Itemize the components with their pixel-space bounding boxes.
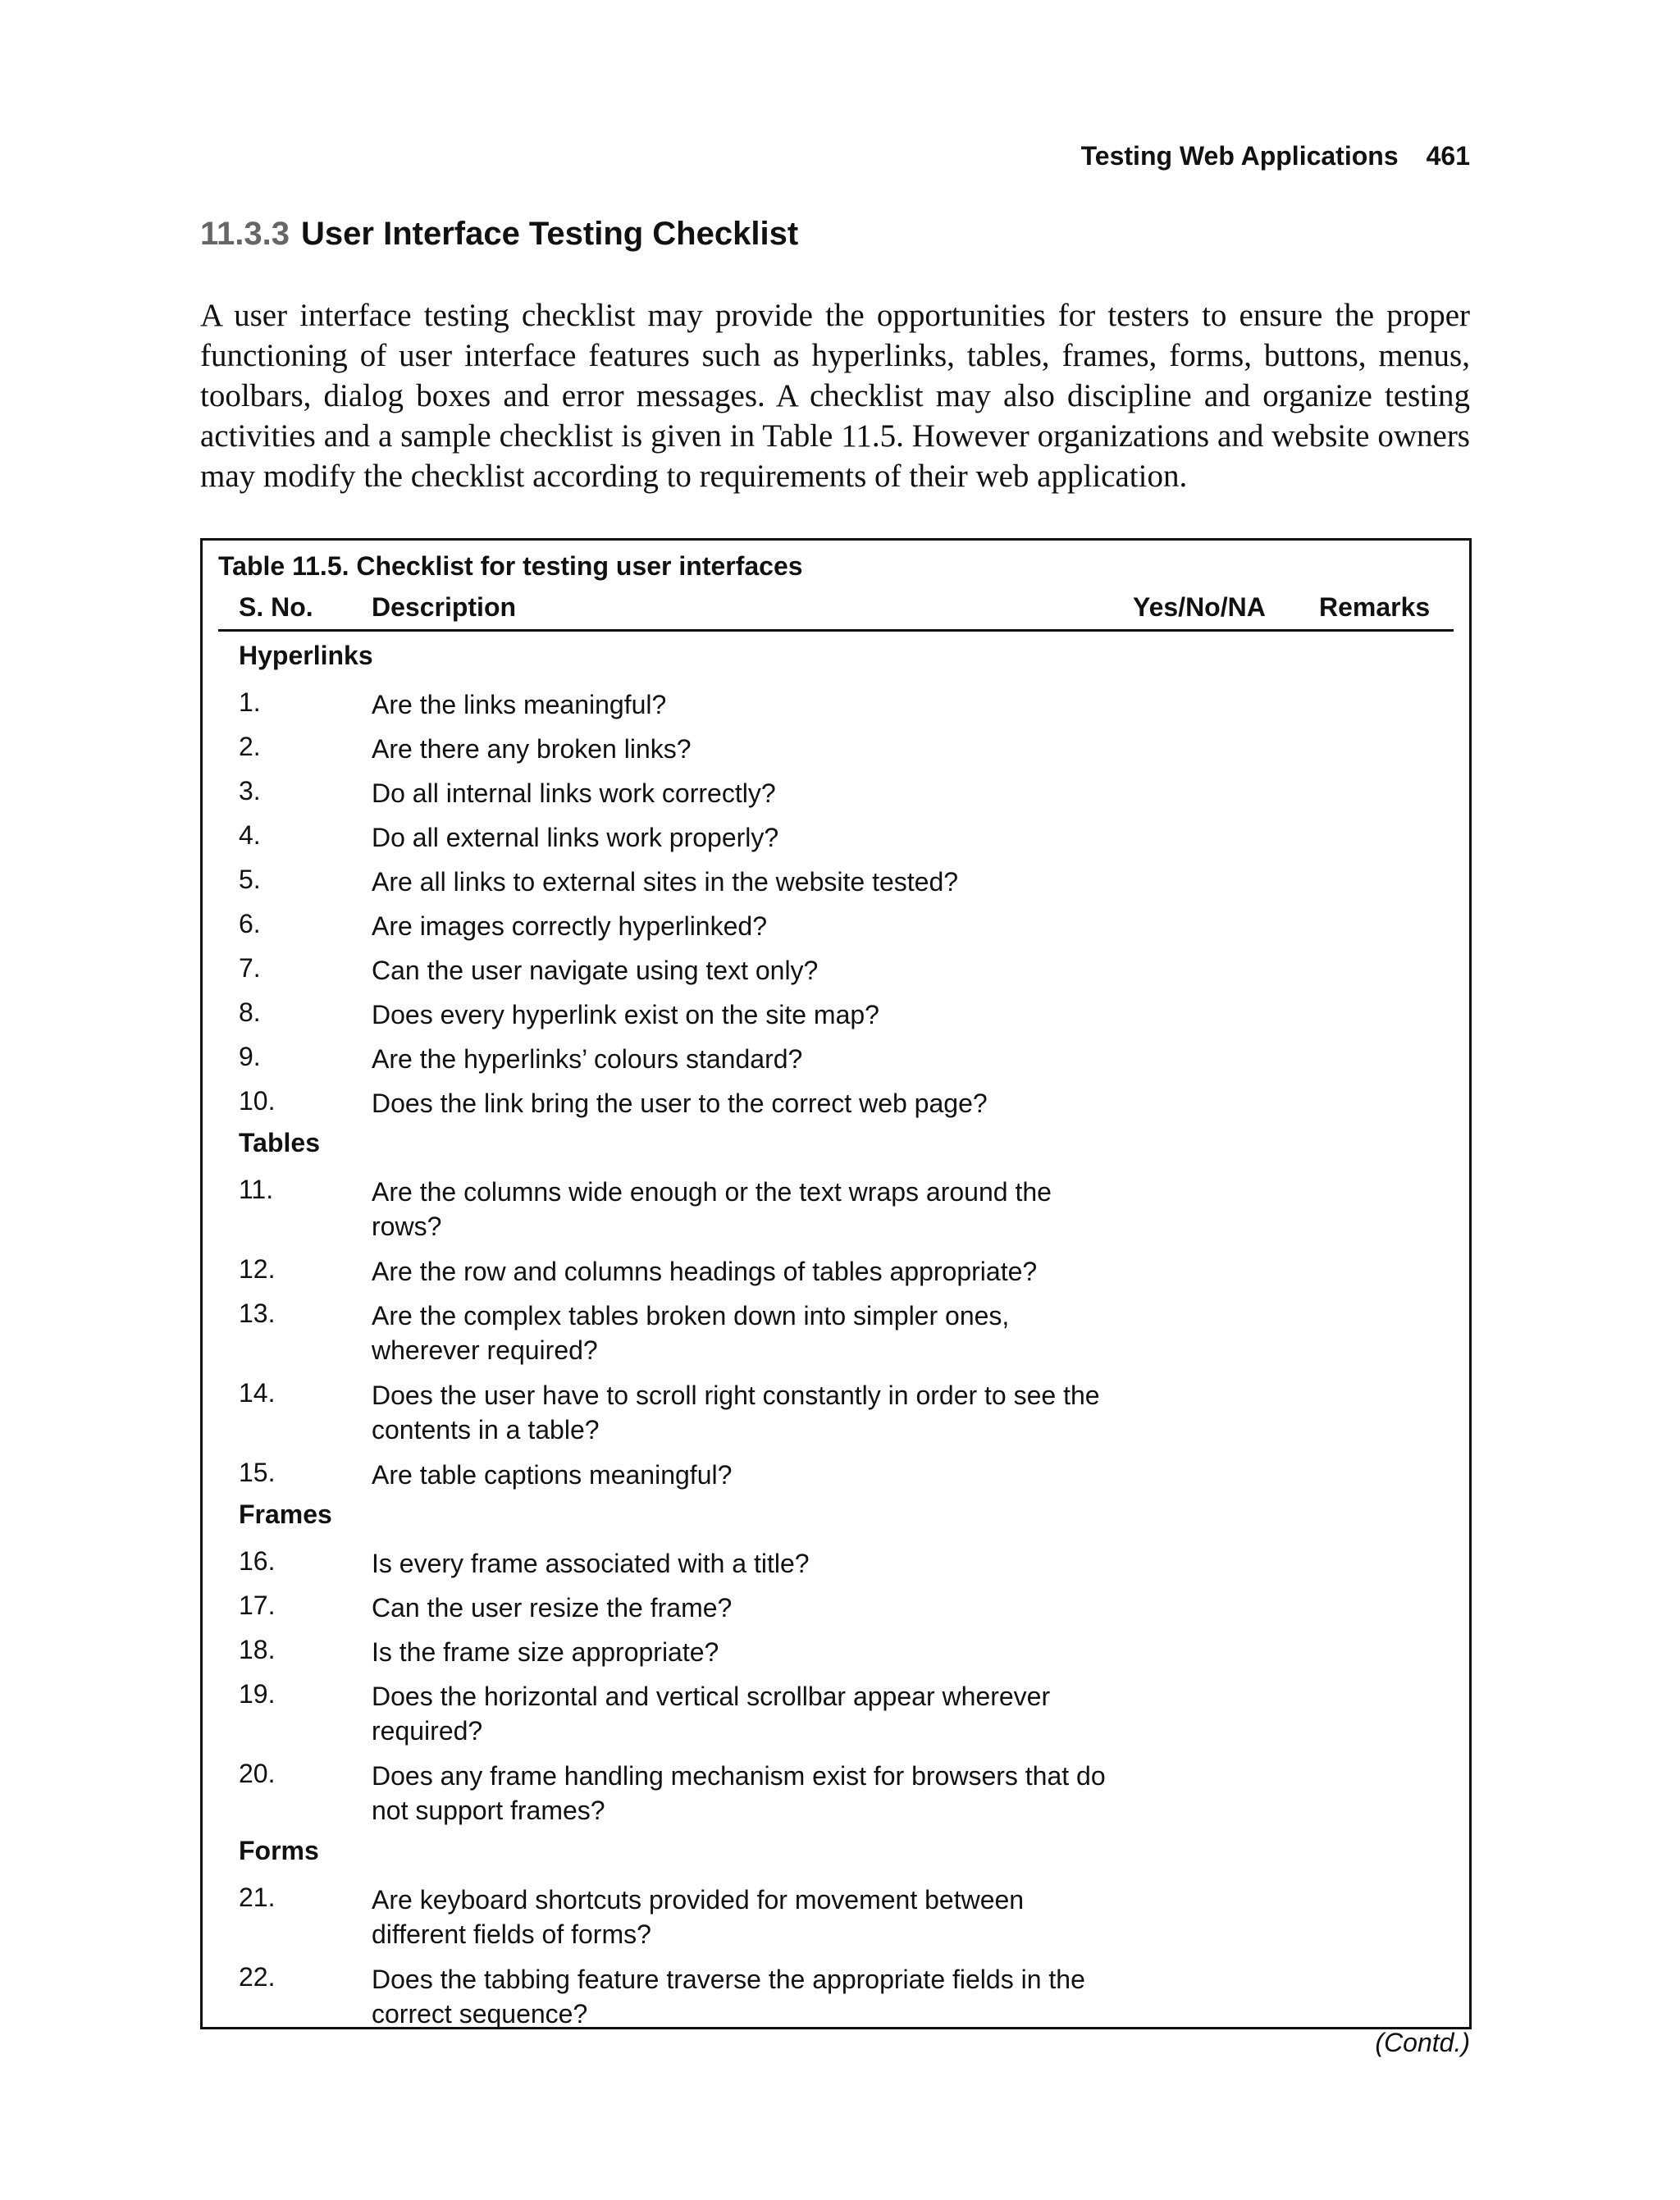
group-label-tables: Tables xyxy=(239,1128,320,1157)
section-number: 11.3.3 xyxy=(200,216,290,252)
header-yes-no-na: Yes/No/NA xyxy=(1133,592,1266,622)
row-description: Are the links meaningful? xyxy=(372,690,667,719)
row-description: Can the user navigate using text only? xyxy=(372,956,819,985)
table-row xyxy=(203,1669,1469,1749)
table-row xyxy=(203,678,1469,722)
row-sno: 2. xyxy=(239,732,261,761)
row-sno: 3. xyxy=(239,776,261,806)
row-sno: 8. xyxy=(239,997,261,1027)
header-rule xyxy=(218,629,1454,632)
row-description: Are the row and columns headings of tables appropriate? xyxy=(372,1257,1038,1286)
table-row xyxy=(203,855,1469,899)
row-description: Is every frame associated with a title? xyxy=(372,1549,810,1578)
table-body xyxy=(203,633,1469,2032)
row-sno: 20. xyxy=(239,1759,276,1788)
table-row xyxy=(203,1581,1469,1625)
row-description: Are all links to external sites in the website tested? xyxy=(372,867,959,897)
table-row xyxy=(203,1032,1469,1076)
row-description: Are there any broken links? xyxy=(372,734,692,764)
row-sno: 18. xyxy=(239,1635,276,1664)
row-description: Are the columns wide enough or the text wraps around the rows? xyxy=(372,1177,1052,1241)
table-row xyxy=(203,1076,1469,1121)
row-sno: 10. xyxy=(239,1086,276,1116)
row-description: Are the hyperlinks’ colours standard? xyxy=(372,1044,803,1074)
row-description: Does the horizontal and vertical scrollbar appear wherever required? xyxy=(372,1682,1051,1746)
row-description: Does every hyperlink exist on the site map? xyxy=(372,1000,879,1029)
running-head xyxy=(1081,141,1470,171)
table-row xyxy=(203,1952,1469,2032)
row-sno: 1. xyxy=(239,687,261,717)
row-description: Does the user have to scroll right constantly in order to see the contents in a table? xyxy=(372,1381,1100,1445)
table-caption-text: Checklist for testing user interfaces xyxy=(356,551,803,581)
table-row xyxy=(203,943,1469,988)
table-row xyxy=(203,899,1469,943)
row-sno: 12. xyxy=(239,1254,276,1284)
header-sno: S. No. xyxy=(239,592,313,622)
table-caption xyxy=(218,551,803,582)
table-row xyxy=(203,1873,1469,1952)
table-row xyxy=(203,810,1469,855)
table-row xyxy=(203,1536,1469,1581)
table-row xyxy=(203,1448,1469,1492)
row-description: Do all internal links work correctly? xyxy=(372,778,776,808)
group-label-frames: Frames xyxy=(239,1499,332,1529)
row-sno: 17. xyxy=(239,1591,276,1620)
table-caption-label: Table 11.5. xyxy=(218,551,349,581)
checklist-table xyxy=(200,538,1472,2029)
table-row xyxy=(203,1244,1469,1289)
table-row xyxy=(203,1165,1469,1244)
table-row xyxy=(203,1625,1469,1669)
row-sno: 4. xyxy=(239,820,261,850)
row-sno: 19. xyxy=(239,1679,276,1709)
row-description: Does the link bring the user to the correct web page? xyxy=(372,1089,988,1118)
row-description: Are the complex tables broken down into simpler ones, wherever required? xyxy=(372,1301,1010,1365)
row-description: Does the tabbing feature traverse the appropriate fields in the correct sequence? xyxy=(372,1965,1085,2029)
section-heading xyxy=(200,216,798,253)
row-sno: 5. xyxy=(239,865,261,894)
row-sno: 7. xyxy=(239,953,261,983)
continued-note: (Contd.) xyxy=(1375,2028,1470,2057)
row-sno: 15. xyxy=(239,1458,276,1487)
row-description: Do all external links work properly? xyxy=(372,823,779,852)
group-label-forms: Forms xyxy=(239,1836,319,1865)
header-remarks: Remarks xyxy=(1319,592,1431,622)
row-sno: 22. xyxy=(239,1962,276,1992)
row-sno: 16. xyxy=(239,1546,276,1576)
row-description: Are images correctly hyperlinked? xyxy=(372,911,767,941)
row-sno: 14. xyxy=(239,1378,276,1408)
row-sno: 6. xyxy=(239,909,261,938)
table-row xyxy=(203,1368,1469,1448)
row-sno: 13. xyxy=(239,1299,276,1328)
row-sno: 11. xyxy=(239,1175,274,1204)
section-title: User Interface Testing Checklist xyxy=(301,216,799,252)
table-row xyxy=(203,988,1469,1032)
intro-paragraph: A user interface testing checklist may provide the opportunities for testers to ensure the proper functioning of user interface features such as hyperlinks, tables, frames, forms, buttons, menus, toolbars, dialog boxes and error messages. A checklist may also discipline and organize testing activities and a sample checklist is given in Table 11.5. However organizations and website owners may modify the checklist according to requirements of their web application. xyxy=(200,298,1470,494)
table-row xyxy=(203,722,1469,766)
page-number: 461 xyxy=(1426,141,1470,171)
row-sno: 9. xyxy=(239,1042,261,1071)
group-label-hyperlinks: Hyperlinks xyxy=(239,641,373,670)
row-description: Are keyboard shortcuts provided for movement between different fields of forms? xyxy=(372,1885,1025,1949)
row-description: Are table captions meaningful? xyxy=(372,1460,733,1490)
row-description: Does any frame handling mechanism exist for browsers that do not support frames? xyxy=(372,1761,1106,1825)
running-head-title: Testing Web Applications xyxy=(1080,141,1399,171)
header-description: Description xyxy=(372,592,517,622)
row-description: Is the frame size appropriate? xyxy=(372,1637,719,1667)
table-row xyxy=(203,766,1469,810)
table-row xyxy=(203,1749,1469,1828)
table-row xyxy=(203,1289,1469,1368)
row-sno: 21. xyxy=(239,1883,276,1912)
row-description: Can the user resize the frame? xyxy=(372,1593,733,1623)
